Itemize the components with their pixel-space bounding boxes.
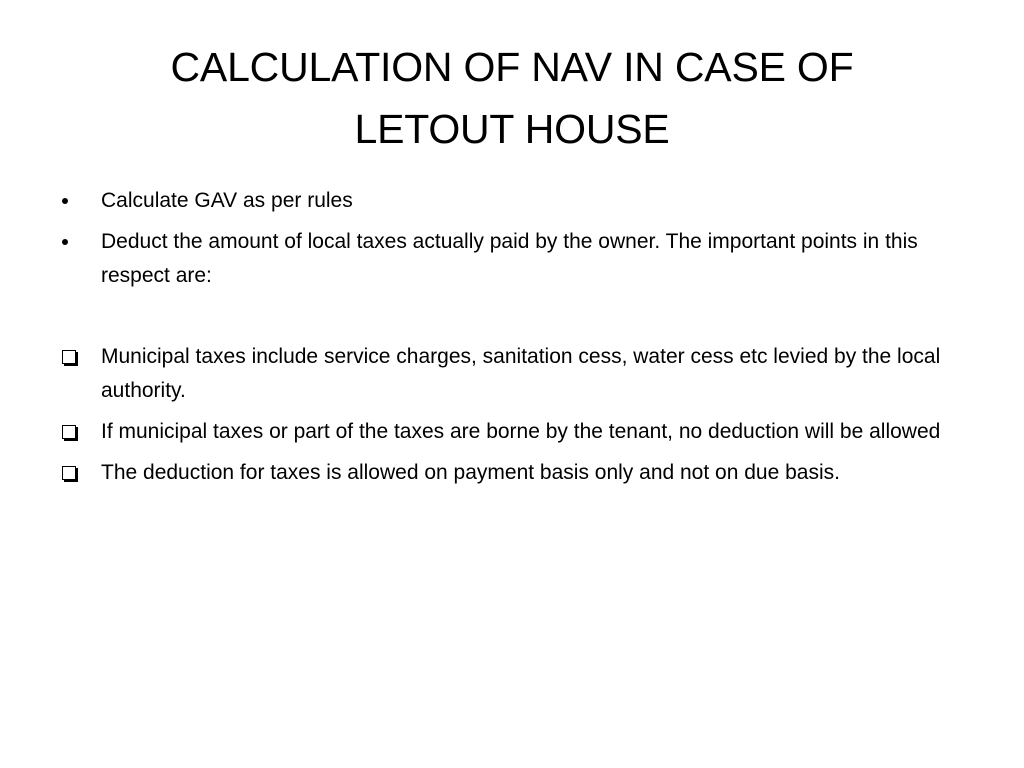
checklist-text: If municipal taxes or part of the taxes are borne by the tenant, no deduction will be allowed [101, 420, 941, 443]
round-bullet-icon [60, 225, 80, 259]
round-bullet-icon [60, 184, 80, 218]
checklist-text: Municipal taxes include service charges, sanitation cess, water cess etc levied by the local authority. [101, 345, 941, 402]
slide-title [60, 36, 964, 160]
bullet-text: Deduct the amount of local taxes actually paid by the owner. The important points in this respect are: [101, 230, 918, 287]
checkbox-bullet-icon [60, 340, 80, 374]
checklist-text: The deduction for taxes is allowed on payment basis only and not on due basis. [101, 461, 840, 484]
section-spacer [60, 300, 960, 340]
bullet-item [60, 184, 960, 218]
bullet-text: Calculate GAV as per rules [101, 189, 353, 212]
bullet-item [60, 225, 960, 293]
checkbox-bullet-icon [60, 456, 80, 490]
slide-title-line-1: CALCULATION OF NAV IN CASE OF [170, 44, 854, 90]
slide-body [60, 184, 960, 497]
checklist-item [60, 340, 960, 408]
checklist-item [60, 456, 960, 490]
slide-title-line-2: LETOUT HOUSE [354, 106, 670, 152]
checklist-item [60, 415, 960, 449]
checkbox-bullet-icon [60, 415, 80, 449]
